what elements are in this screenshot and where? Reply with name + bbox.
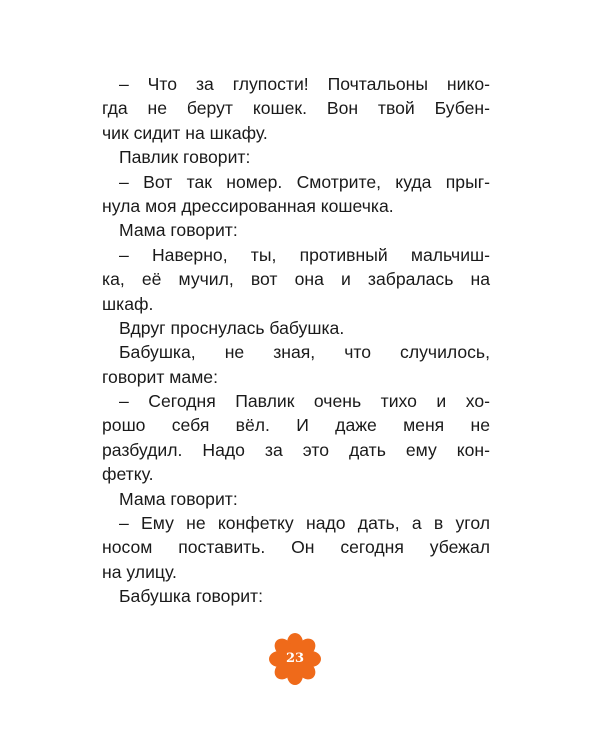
text-line: нула моя дрессированная кошечка. <box>102 195 394 216</box>
text-line: – Наверно, ты, противный мальчиш- <box>119 244 490 265</box>
text-line: – Ему не конфетку надо дать, а в угол <box>119 513 490 534</box>
text-line: носом поставить. Он сегодня убежал <box>102 537 490 558</box>
text-line: чик сидит на шкафу. <box>102 122 268 143</box>
text-line: Бабушка, не зная, что случилось, <box>119 342 490 363</box>
text-line: шкаф. <box>102 293 154 314</box>
text-line: фетку. <box>102 464 154 485</box>
text-line: гда не берут кошек. Вон твой Бубен- <box>102 98 490 119</box>
text-line: – Что за глупости! Почтальоны нико- <box>119 74 490 94</box>
story-text <box>102 72 490 609</box>
text-line: – Сегодня Павлик очень тихо и хо- <box>119 391 490 412</box>
text-line: Павлик говорит: <box>119 147 251 168</box>
text-line: Бабушка говорит: <box>119 586 263 607</box>
text-line: Мама говорит: <box>119 220 238 241</box>
text-line: Мама говорит: <box>119 488 238 509</box>
page-number: 23 <box>285 651 305 666</box>
page-number-badge <box>268 632 322 686</box>
text-line: ка, её мучил, вот она и забралась на <box>102 269 490 290</box>
text-line: разбудил. Надо за это дать ему кон- <box>102 439 490 460</box>
text-line: Вдруг проснулась бабушка. <box>119 317 345 338</box>
text-line: – Вот так номер. Смотрите, куда прыг- <box>119 171 490 192</box>
text-line: на улицу. <box>102 561 177 582</box>
text-line: говорит маме: <box>102 366 218 387</box>
text-line: рошо себя вёл. И даже меня не <box>102 415 490 436</box>
